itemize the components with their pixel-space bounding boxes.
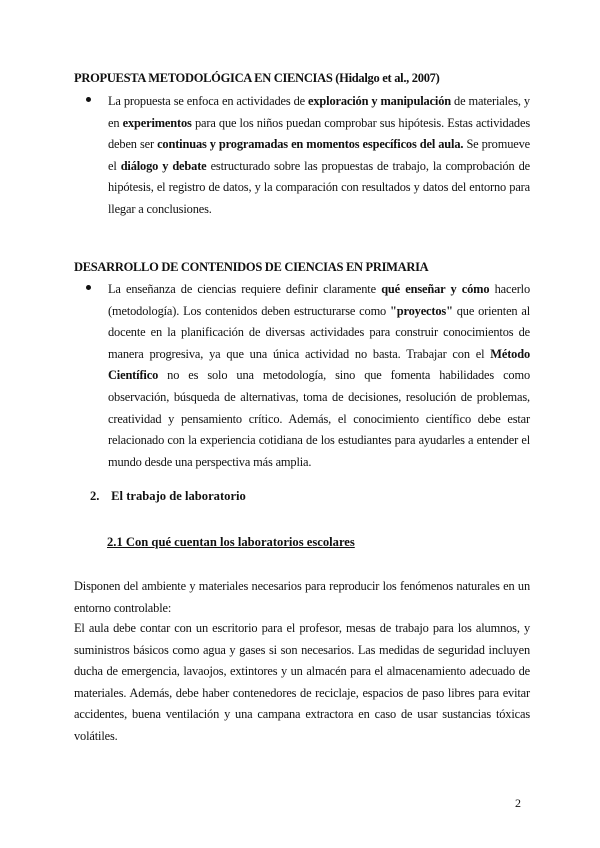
section-title-text: El trabajo de laboratorio: [111, 489, 246, 503]
bullet-dot-icon: [86, 97, 91, 102]
paragraph-aula: El aula debe contar con un escritorio para el profesor, mesas de trabajo para los alumnos, y suministros básicos como agua y gases si son necesarios. Las medidas de seguridad incluyen ducha de emergencia, lavaojos, extintores y un almacén para el almacenamiento adecuado de materiales. Además, debe haber contenedores de reciclaje, espacios de paso libres para evitar accidentes, buena ventilación y una campana extractora en caso de usar sustancias tóxicas volátiles.: [74, 621, 530, 743]
page-number: 2: [515, 796, 521, 810]
heading-metodologia: PROPUESTA METODOLÓGICA EN CIENCIAS (Hidalgo et al., 2007): [74, 71, 440, 85]
section-number: 2.: [90, 489, 100, 503]
bullet-text: La enseñanza de ciencias requiere definir claramente qué enseñar y cómo hacerlo (metodología). Los contenidos deben estructurarse como "proyectos" que orienten al docente en la planificación de diversas actividades para construir conocimientos de manera progresiva, ya que una única actividad no basta. Trabajar con el Método Científico no es solo una metodología, sino que fomenta habilidades como observación, búsqueda de alternativas, toma de decisiones, resolución de problemas, creatividad y pensamiento crítico. Además, el conocimiento científico debe estar relacionado con la experiencia cotidiana de los estudiantes para ayudarles a entender el mundo desde una perspectiva más amplia.: [108, 282, 531, 469]
paragraph-intro: Disponen del ambiente y materiales necesarios para reproducir los fenómenos naturales en un entorno controlable:: [74, 579, 530, 615]
bullet-dot-icon: [86, 285, 91, 290]
bullet-text: La propuesta se enfoca en actividades de exploración y manipulación de materiales, y en experimentos para que los niños puedan comprobar sus hipótesis. Estas actividades deben ser continuas y programadas en momentos específicos del aula. Se promueve el diálogo y debate estructurado sobre las propuestas de trabajo, la comprobación de hipótesis, el registro de datos, y la comparación con resultados y datos del entorno para llegar a conclusiones.: [108, 94, 531, 216]
bullet-item-metodologia: [86, 91, 530, 221]
heading-desarrollo: DESARROLLO DE CONTENIDOS DE CIENCIAS EN PRIMARIA: [74, 260, 429, 274]
bullet-item-desarrollo: [86, 279, 530, 473]
subsection-title: 2.1 Con qué cuentan los laboratorios escolares: [107, 535, 355, 549]
section-title: [90, 489, 246, 504]
